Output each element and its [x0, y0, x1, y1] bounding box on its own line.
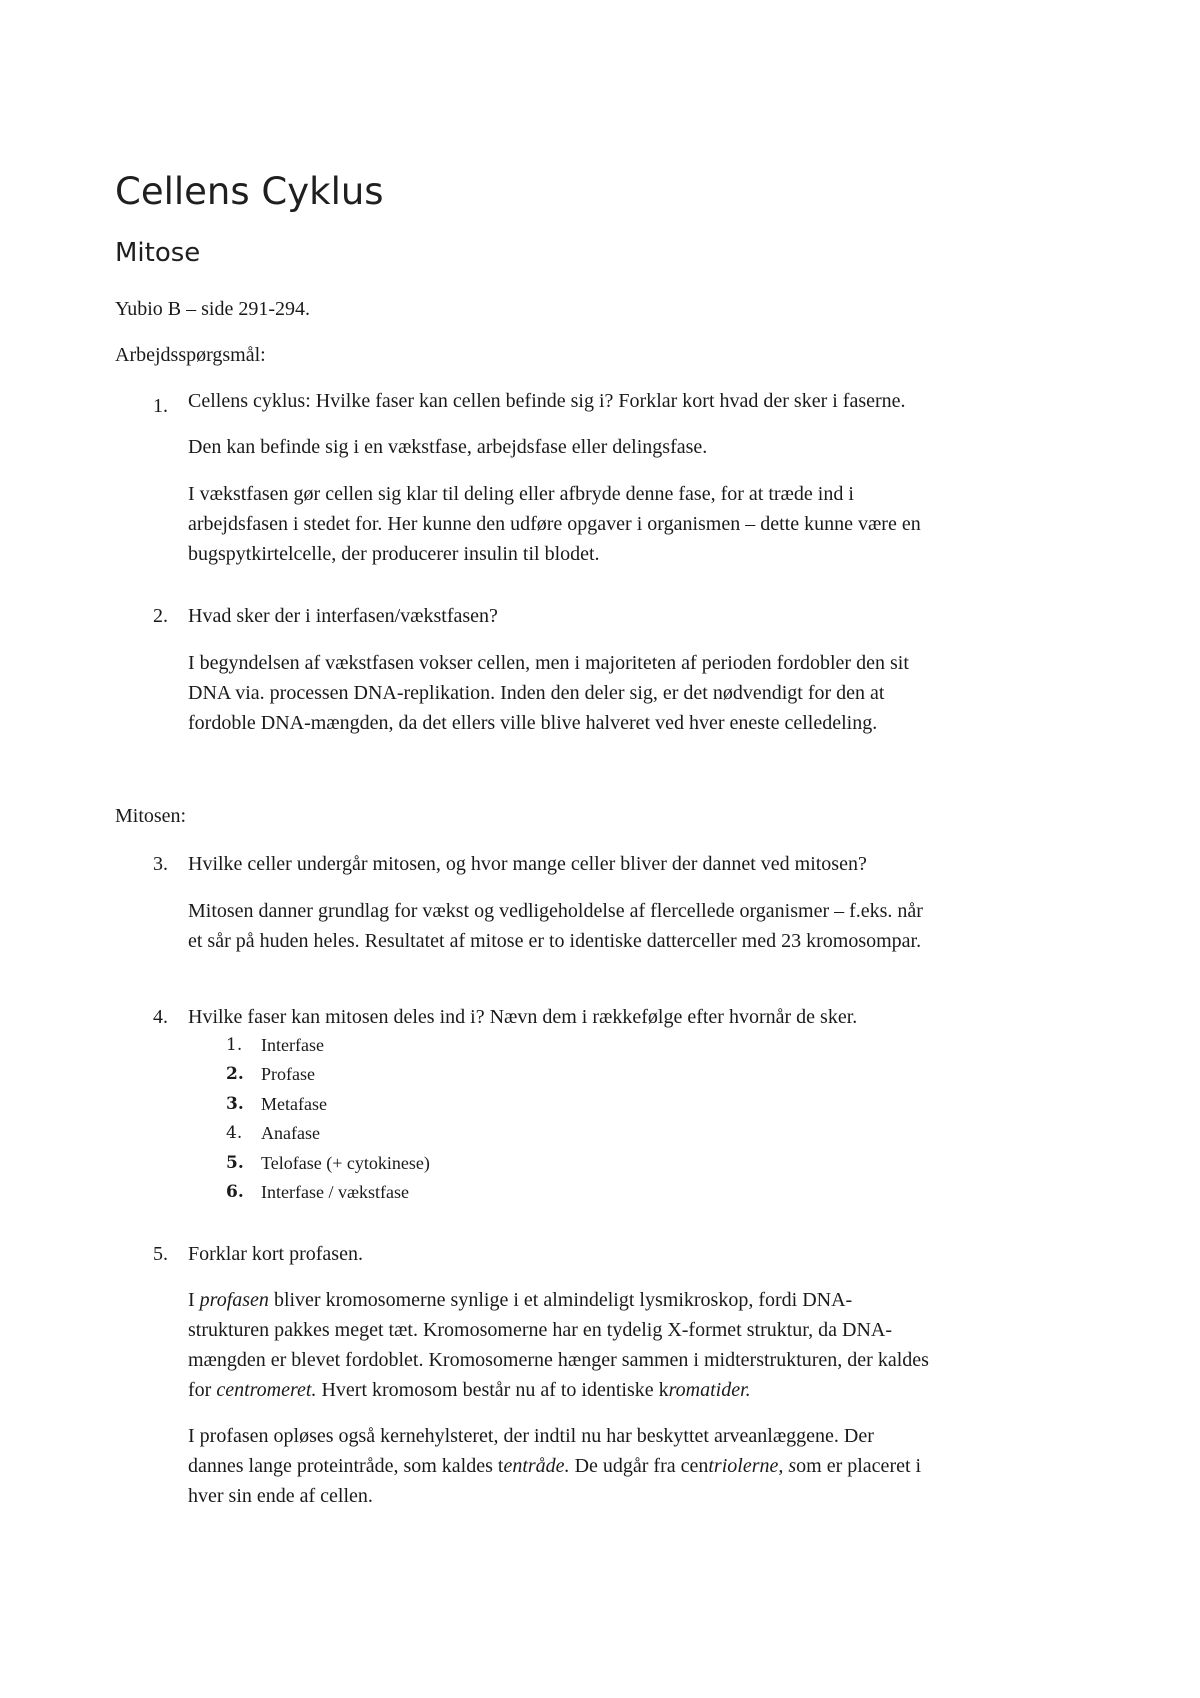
answer-1b-line: I vækstfasen gør cellen sig klar til deling eller afbryde denne fase, for at træde ind i — [188, 483, 854, 505]
text-run: for — [188, 1379, 217, 1401]
phase-number: 1. — [226, 1035, 243, 1055]
answer-5-p1-line4 — [188, 1375, 751, 1405]
phase-item: Anafase — [261, 1123, 320, 1143]
answer-3-line: Mitosen danner grundlag for vækst og vedligeholdelse af flercellede organismer – f.eks. når — [188, 900, 923, 922]
answer-5-p1-line3: mængden er blevet fordoblet. Kromosomerne hænger sammen i midterstrukturen, der kaldes — [188, 1349, 929, 1371]
answer-2-line: DNA via. processen DNA-replikation. Inden den deler sig, er det nødvendigt for den at — [188, 682, 885, 704]
question-number: 5. — [153, 1243, 168, 1265]
phase-item: Metafase — [261, 1094, 327, 1114]
answer-2-line: fordoble DNA-mængden, da det ellers ville blive halveret ved hver eneste celledeling. — [188, 712, 878, 734]
text-run: De udgår fra cen — [569, 1455, 709, 1477]
answer-5-p2-line2 — [188, 1451, 921, 1481]
phase-item: Telofase (+ cytokinese) — [261, 1153, 430, 1173]
phase-number: 6. — [226, 1182, 244, 1202]
source-reference: Yubio B – side 291-294. — [115, 298, 310, 320]
mitosen-label: Mitosen: — [115, 805, 187, 827]
phase-item: Profase — [261, 1064, 315, 1084]
term-tentraade: entråde. — [503, 1455, 570, 1477]
question-1-text: Cellens cyklus: Hvilke faser kan cellen befinde sig i? Forklar kort hvad der sker i faserne. — [188, 390, 906, 412]
page-title: Cellens Cyklus — [115, 170, 384, 213]
answer-5-p1-line2: strukturen pakkes meget tæt. Kromosomerne har en tydelig X-formet struktur, da DNA- — [188, 1319, 893, 1341]
text-run: bliver kromosomerne synlige i et almindeligt lysmikroskop, fordi DNA- — [268, 1289, 853, 1311]
phase-number: 5. — [226, 1153, 244, 1173]
answer-1b-line: bugspytkirtelcelle, der producerer insulin til blodet. — [188, 543, 600, 565]
phase-number: 2. — [226, 1064, 244, 1084]
answer-5-p2-line3: hver sin ende af cellen. — [188, 1485, 373, 1507]
question-number: 4. — [153, 1006, 168, 1028]
question-number: 2. — [153, 605, 168, 627]
phase-number: 3. — [226, 1094, 244, 1114]
phase-number: 4. — [226, 1123, 243, 1143]
question-4-text: Hvilke faser kan mitosen deles ind i? Nævn dem i rækkefølge efter hvornår de sker. — [188, 1006, 858, 1028]
term-profasen: profasen — [199, 1289, 269, 1311]
answer-5-p1-line1 — [188, 1285, 852, 1315]
question-2-text: Hvad sker der i interfasen/vækstfasen? — [188, 605, 498, 627]
text-run: I — [188, 1289, 200, 1311]
page-subtitle: Mitose — [115, 238, 201, 268]
text-run: om er placeret i — [796, 1455, 922, 1477]
answer-3-line: et sår på huden heles. Resultatet af mitose er to identiske datterceller med 23 kromosompar. — [188, 930, 922, 952]
phase-item: Interfase / vækstfase — [261, 1182, 409, 1202]
question-3-text: Hvilke celler undergår mitosen, og hvor mange celler bliver der dannet ved mitosen? — [188, 853, 867, 875]
term-centromeret: centromeret. — [216, 1379, 317, 1401]
text-run: Hvert kromosom består nu af to identiske k — [316, 1379, 669, 1401]
answer-1b-line: arbejdsfasen i stedet for. Her kunne den udføre opgaver i organismen – dette kunne være en — [188, 513, 921, 535]
phase-item: Interfase — [261, 1035, 324, 1055]
answer-2-line: I begyndelsen af vækstfasen vokser cellen, men i majoriteten af perioden fordobler den sit — [188, 652, 909, 674]
work-questions-label: Arbejdsspørgsmål: — [115, 344, 266, 366]
answer-1a: Den kan befinde sig i en vækstfase, arbejdsfase eller delingsfase. — [188, 436, 708, 458]
term-kromatider: romatider. — [668, 1379, 751, 1401]
question-number: 1. — [153, 395, 168, 417]
question-number: 3. — [153, 853, 168, 875]
text-run: dannes lange proteintråde, som kaldes t — [188, 1455, 504, 1477]
question-5-text: Forklar kort profasen. — [188, 1243, 363, 1265]
answer-5-p2-line1: I profasen opløses også kernehylsteret, der indtil nu har beskyttet arveanlæggene. Der — [188, 1425, 874, 1447]
term-triolerne: triolerne, s — [708, 1455, 797, 1477]
